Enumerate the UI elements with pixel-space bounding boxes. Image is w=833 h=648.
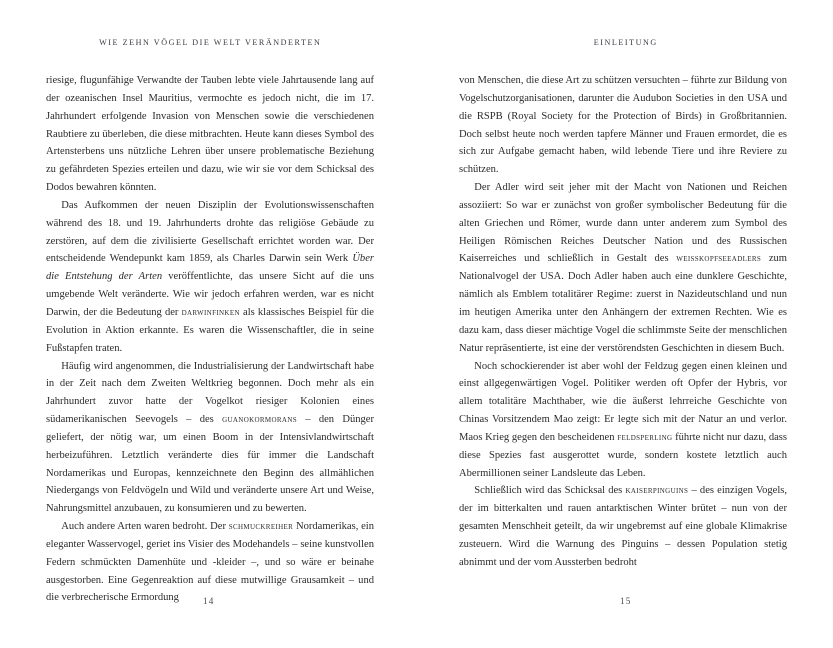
running-head-right: EINLEITUNG [593, 38, 658, 47]
paragraph [459, 179, 787, 357]
text-run: führte nicht nur dazu, dass diese Spezies fast ausgerottet wurde, sondern kostete letztlich auch Abermillionen seiner Landsleute das Leben. [459, 431, 787, 479]
text-run: Schließlich wird das Schicksal des [474, 485, 626, 497]
text-run: Häufig wird angenommen, die Industrialisierung der Landwirtschaft habe in der Zeit nach dem Zweiten Weltkrieg begonnen. Doch mehr als ein Jahrhundert zuvor hatte der Vogelkot riesiger Kolonien eines südamerikanischen Seevogels – des [46, 360, 374, 426]
paragraph [46, 197, 374, 358]
small-caps-term: feldsperling [617, 431, 673, 443]
paragraph [46, 72, 374, 197]
paragraph [459, 72, 787, 179]
paragraph [46, 358, 374, 519]
body-text-left [46, 72, 374, 607]
paragraph [459, 482, 787, 571]
text-run: – den Dünger geliefert, der nötig war, um einen Boom in der Intensivlandwirtschaft herbeizuführen. Letztlich veränderte dies für immer die Landschaft Nordamerikas und Europas, kennzeichnete den Beginn des allmählichen Niedergangs von Feldvögeln und Wild und veränderte unsere Art und Weise, Nahrungsmittel anzubauen, zu konsumieren und zu bewerten. [46, 414, 374, 515]
paragraph [459, 358, 787, 483]
running-head-left: WIE ZEHN VÖGEL DIE WELT VERÄNDERTEN [99, 38, 322, 47]
small-caps-term: weisskopfseeadlers [676, 253, 762, 265]
paragraph [46, 518, 374, 607]
text-run: riesige, flugunfähige Verwandte der Tauben lebte viele Jahrtausende lang auf der ozeanischen Insel Mauritius, vermochte es jedoch nicht, die im 17. Jahrhundert erfolgende Invasion von Menschen sowie die verschiedenen Raubtiere zu überleben, die diese mitbrachten. Heute kann dieses Symbol des Artensterbens uns nützliche Lehren über unsere problematische Beziehung zu gefährdeten Spezies erteilen und dazu, wie wir sie vor dem Schicksal des Dodos bewahren könnten. [46, 75, 374, 194]
small-caps-term: schmuckreiher [228, 521, 294, 533]
text-run: als klassisches Beispiel für die Evolution in Aktion erkannte. Es waren die Wissenschaftler, die in seine Fußstapfen traten. [46, 306, 374, 354]
small-caps-term: darwinfinken [181, 306, 240, 318]
text-run: Nordamerikas, ein eleganter Wasservogel, geriet ins Visier des Modehandels – seine kunstvollen Federn schmückten Damenhüte und -kleider –, und so wäre er beinahe ausgestorben. Eine Gegenreaktion auf diese mutwillige Grausamkeit – und die verbrecherische Ermordung [46, 521, 374, 604]
body-text-right [459, 72, 787, 572]
text-run: veröffentlichte, das unsere Sicht auf die uns umgebende Welt veränderte. Wie wir jedoch erfahren werden, war es nicht Darwin, der die Bedeutung der [46, 271, 374, 318]
page-number-right: 15 [619, 596, 632, 606]
small-caps-term: kaiserpinguins [625, 485, 689, 497]
text-run: Noch schockierender ist aber wohl der Feldzug gegen einen kleinen und einst allgegenwärtigen Vogel. Politiker werden oft Opfer der Hybris, vor allem totalitäre Machthaber, wie die äußerst lehrreiche Geschichte von Chinas Vorsitzendem Mao zeigt: Er legte sich mit der Natur an und verlor. Maos Krieg gegen den bescheidenen [459, 360, 787, 443]
italic-title: Über die Entstehung der Arten [46, 253, 374, 283]
text-run: von Menschen, die diese Art zu schützen versuchten – führte zur Bildung von Vogelschutzorganisationen, darunter die Audubon Societies in den USA und die RSPB (Royal Society for the Protection of Birds) in Großbritannien. Doch selbst heute noch werden tapfere Männer und Frauen ermordet, die es sich zur Aufgabe gemacht haben, wild lebende Tiere und ihre Reviere zu schützen. [459, 75, 787, 176]
text-run: zum Nationalvogel der USA. Doch Adler haben auch eine dunklere Geschichte, nämlich als Emblem totalitärer Regime: zuerst in Nazideutschland und nun im heutigen Amerika unter den Anhängern der extremen Rechten. Wie es dazu kam, dass dieser mächtige Vogel die schlimmste Seite der menschlichen Natur repräsentierte, ist eine der verstörendsten Geschichten in diesem Buch. [459, 253, 788, 354]
page-number-left: 14 [202, 596, 215, 606]
small-caps-term: guanokormorans [222, 414, 297, 426]
text-run: Das Aufkommen der neuen Disziplin der Evolutionswissenschaften während des 18. und 19. Jahrhunderts drohte das religiöse Gebäude zu zerstören, auf dem die zivilisierte Gesellschaft errichtet worden war. Der entscheidende Wendepunkt kam 1859, als Charles Darwin sein Werk [46, 199, 374, 265]
page-right [417, 0, 833, 648]
text-run: Der Adler wird seit jeher mit der Macht von Nationen und Reichen assoziiert: So war er zunächst von großer symbolischer Bedeutung für die alten Griechen und Römer, wurde dann unter anderem zum Symbol des Heiligen Römischen Reiches Deutscher Nation und des Russischen Kaiserreiches und schließlich in Gestalt des [459, 182, 787, 265]
text-run: Auch andere Arten waren bedroht. Der [61, 521, 229, 533]
text-run: – des einzigen Vogels, der im bitterkalten und rauen antarktischen Winter brütet – nun von der gesamten Menschheit geteilt, da wir ungebremst auf eine globale Klimakrise zusteuern. Wird die Warnung des Pinguins – dessen Population stetig abnimmt und der vom Aussterben bedroht [459, 485, 787, 568]
